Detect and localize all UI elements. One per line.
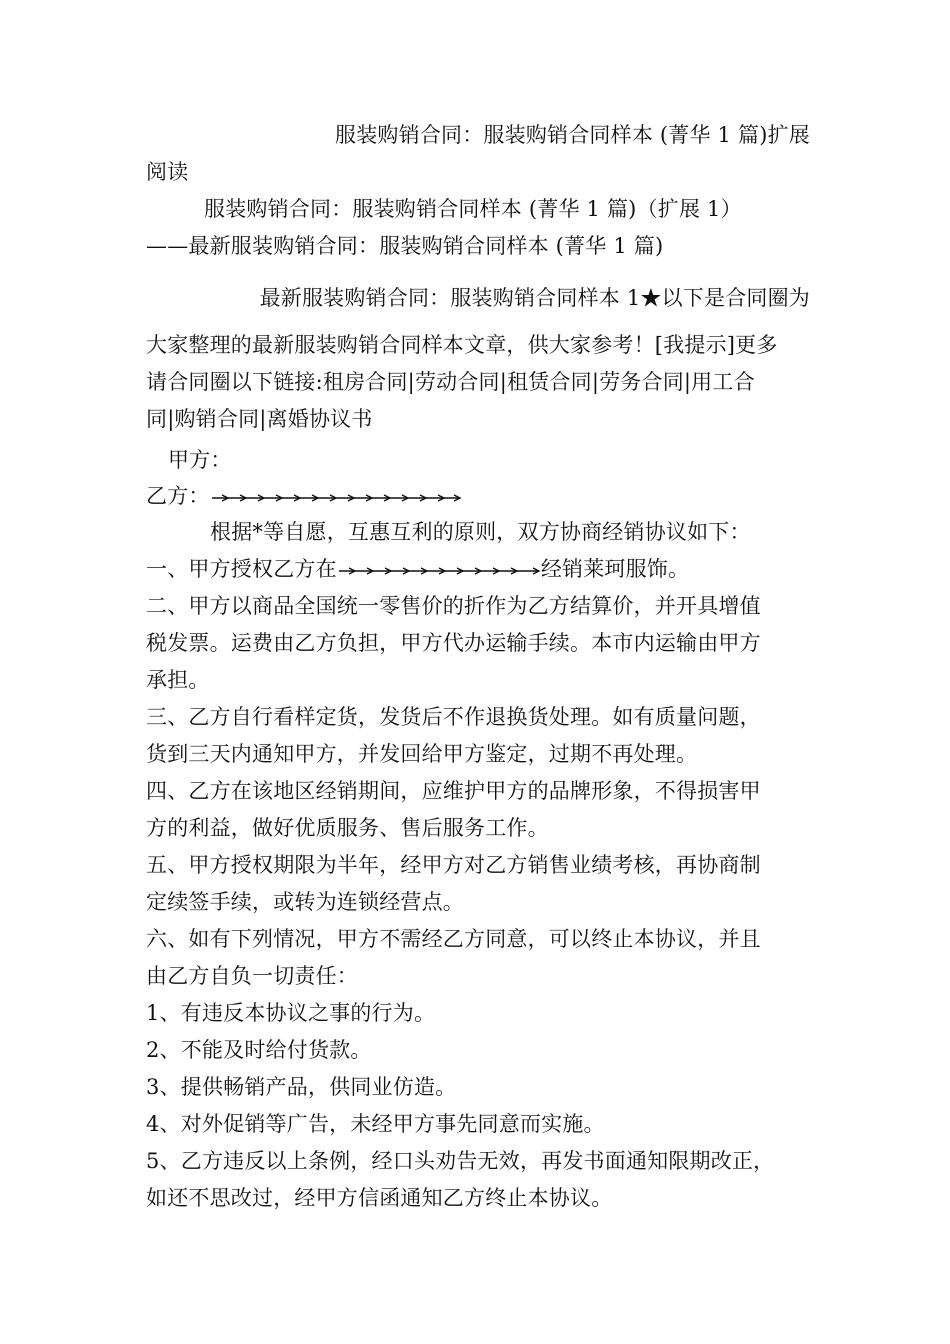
sub-item-3: 3、提供畅销产品，供同业仿造。 <box>146 1075 457 1099</box>
clause-2-line-1: 二、甲方以商品全国统一零售价的折作为乙方结算价，并开具增值 <box>146 594 761 618</box>
intro-line-4: 同|购销合同|离婚协议书 <box>146 407 373 431</box>
clause-3-line-2: 货到三天内通知甲方，并发回给甲方鉴定，过期不再处理。 <box>146 742 698 766</box>
clause-5-line-1: 五、甲方授权期限为半年，经甲方对乙方销售业绩考核，再协商制 <box>146 853 761 877</box>
intro-line-2: 大家整理的最新服装购销合同样本文章，供大家参考！[我提示]更多 <box>146 333 778 357</box>
sub-item-1: 1、有违反本协议之事的行为。 <box>146 1001 436 1025</box>
title-line-1: 服装购销合同：服装购销合同样本 (菁华 1 篇)扩展 <box>335 123 810 147</box>
clause-4-line-2: 方的利益，做好优质服务、售后服务工作。 <box>146 816 549 840</box>
clause-1-blank-arrows <box>337 565 541 577</box>
title-line-2: 阅读 <box>146 160 189 184</box>
party-b-label: 乙方： <box>146 484 210 508</box>
party-b-blank-arrows <box>210 492 462 504</box>
party-a-label: 甲方： <box>168 448 232 472</box>
intro-line-3: 请合同圈以下链接:租房合同|劳动合同|租赁合同|劳务合同|用工合 <box>146 370 755 394</box>
extension-title-line-2: ——最新服装购销合同：服装购销合同样本 (菁华 1 篇) <box>146 234 664 258</box>
clause-2-line-2: 税发票。运费由乙方负担，甲方代办运输手续。本市内运输由甲方 <box>146 631 761 655</box>
clause-2-line-3: 承担。 <box>146 668 210 692</box>
clause-1 <box>146 555 810 583</box>
sub-item-5-line-2: 如还不思改过，经甲方信函通知乙方终止本协议。 <box>146 1186 613 1210</box>
clause-3-line-1: 三、乙方自行看样定货，发货后不作退换货处理。如有质量问题， <box>146 705 761 729</box>
clause-1-prefix: 一、甲方授权乙方在 <box>146 557 337 581</box>
party-b-line <box>146 482 810 510</box>
intro-line-1: 最新服装购销合同：服装购销合同样本 1★以下是合同圈为 <box>259 286 810 310</box>
clause-1-suffix: 经销莱珂服饰。 <box>540 557 690 581</box>
preamble: 根据*等自愿，互惠互利的原则，双方协商经销协议如下： <box>210 520 751 544</box>
clause-5-line-2: 定续签手续，或转为连锁经营点。 <box>146 890 464 914</box>
sub-item-4: 4、对外促销等广告，未经甲方事先同意而实施。 <box>146 1112 605 1136</box>
clause-4-line-1: 四、乙方在该地区经销期间，应维护甲方的品牌形象，不得损害甲 <box>146 779 761 803</box>
sub-item-5-line-1: 5、乙方违反以上条例，经口头劝告无效，再发书面通知限期改正， <box>146 1149 775 1173</box>
sub-item-2: 2、不能及时给付货款。 <box>146 1038 372 1062</box>
clause-6-line-2: 由乙方自负一切责任： <box>146 964 358 988</box>
clause-6-line-1: 六、如有下列情况，甲方不需经乙方同意，可以终止本协议，并且 <box>146 927 761 951</box>
extension-title-line-1: 服装购销合同：服装购销合同样本 (菁华 1 篇)（扩展 1） <box>204 197 742 221</box>
